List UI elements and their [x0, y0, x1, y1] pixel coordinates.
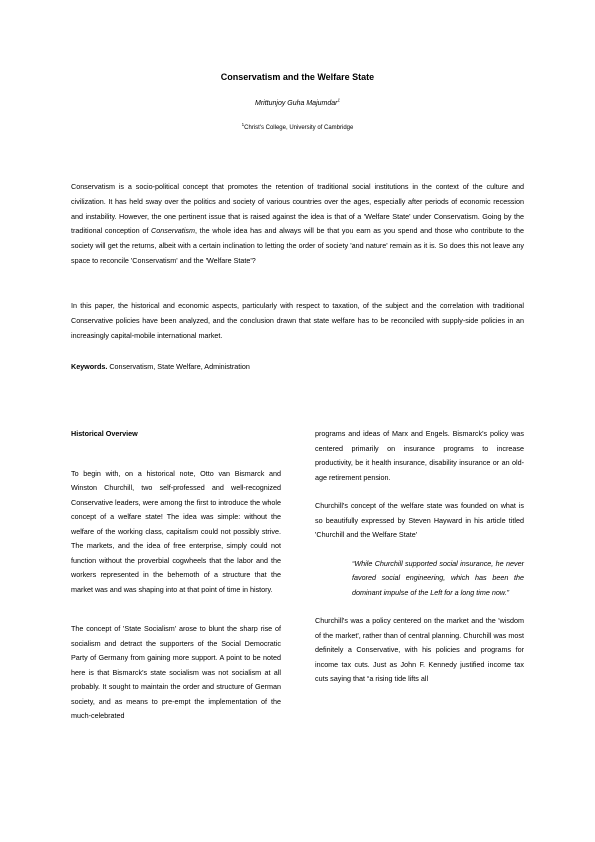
right-paragraph-2: Churchill's concept of the welfare state was founded on what is so beautifully expressed by Steven Hayward in his article titled 'Churchill and the Welfare State'	[315, 501, 524, 539]
author-affiliation-marker: 1	[337, 97, 340, 103]
affiliation-marker: 1	[241, 122, 245, 127]
author-name: Mrittunjoy Guha Majumdar	[255, 100, 338, 107]
left-paragraph-1: To begin with, on a historical note, Otto van Bismarck and Winston Churchill, two self-professed and well-recognized Conservative leaders, were among the first to introduce the whole concept of a welfare state! The idea was simple: without the welfare of the working class, capitalism could not possibly strive. The markets, and the idea of free enterprise, simply could not function without the proverbial cogwheels that the labor and the workers represented in the behemoth of a structure that the market was and was shaping into at that point of time in history.	[71, 468, 281, 594]
author-line	[0, 97, 595, 107]
left-paragraph-2: The concept of 'State Socialism' arose to blunt the sharp rise of socialism and detract the supporters of the Social Democratic Party of Germany from gaining more support. A point to be noted here is that Bismarck's state socialism was not socialism at all probably. It sought to maintain the order and structure of German society, and as means to pre-empt the implementation of the much-celebrated	[71, 624, 281, 720]
abstract-paragraph-1	[71, 180, 524, 269]
affiliation-line	[0, 122, 595, 131]
block-quote: “While Churchill supported social insurance, he never favored social engineering, which has been the dominant impulse of the Left for a long time now.”	[352, 558, 524, 597]
section-heading: Historical Overview	[71, 429, 138, 438]
abstract-text-part-1: Conservatism is a socio-political concept that promotes the retention of traditional social institutions in the context of the culture and civilization. It has held sway over the politics and society of various countries over the ages, especially after periods of economic recession and instability. However, the one pertinent issue that is raised against the idea is that of a 'Welfare State' under Conservatism. Going by the traditional conception of	[71, 182, 524, 236]
paper-title: Conservatism and the Welfare State	[220, 72, 375, 82]
keywords-label: Keywords.	[71, 362, 108, 371]
right-paragraph-3: Churchill's was a policy centered on the market and the 'wisdom of the market', rather than of central planning. Churchill was most definitely a Conservative, with his policies and programs for income tax cuts. Just as John F. Kennedy justified income tax cuts saying that “a rising tide lifts all	[315, 616, 524, 683]
abstract-text-part-2: , the whole idea has and always will be that you earn as you spend and those who contribute to the society will get the returns, albeit with a certain inclination to letting the order of society 'and nature' remain as it is. So does this not leave any space to reconcile 'Conservatism' and the 'Welfare State'?	[71, 226, 524, 265]
left-column	[71, 427, 281, 724]
keywords-text: Conservatism, State Welfare, Administration	[107, 362, 250, 371]
right-paragraph-1: programs and ideas of Marx and Engels. Bismarck's policy was centered primarily on insurance programs to increase productivity, be it health insurance, disability insurance or an old-age retirement pension.	[315, 429, 524, 482]
abstract-paragraph-2: In this paper, the historical and economic aspects, particularly with respect to taxation, of the subject and the correlation with traditional Conservative policies have been analyzed, and the conclusion drawn that state welfare has to be reconciled with supply-side policies in an increasingly capital-mobile international market.	[71, 301, 524, 340]
abstract-emphasis: Conservatism	[151, 226, 195, 236]
keywords-line	[71, 362, 524, 371]
right-column	[315, 427, 524, 687]
affiliation-text: Christ's College, University of Cambridge	[244, 125, 354, 131]
